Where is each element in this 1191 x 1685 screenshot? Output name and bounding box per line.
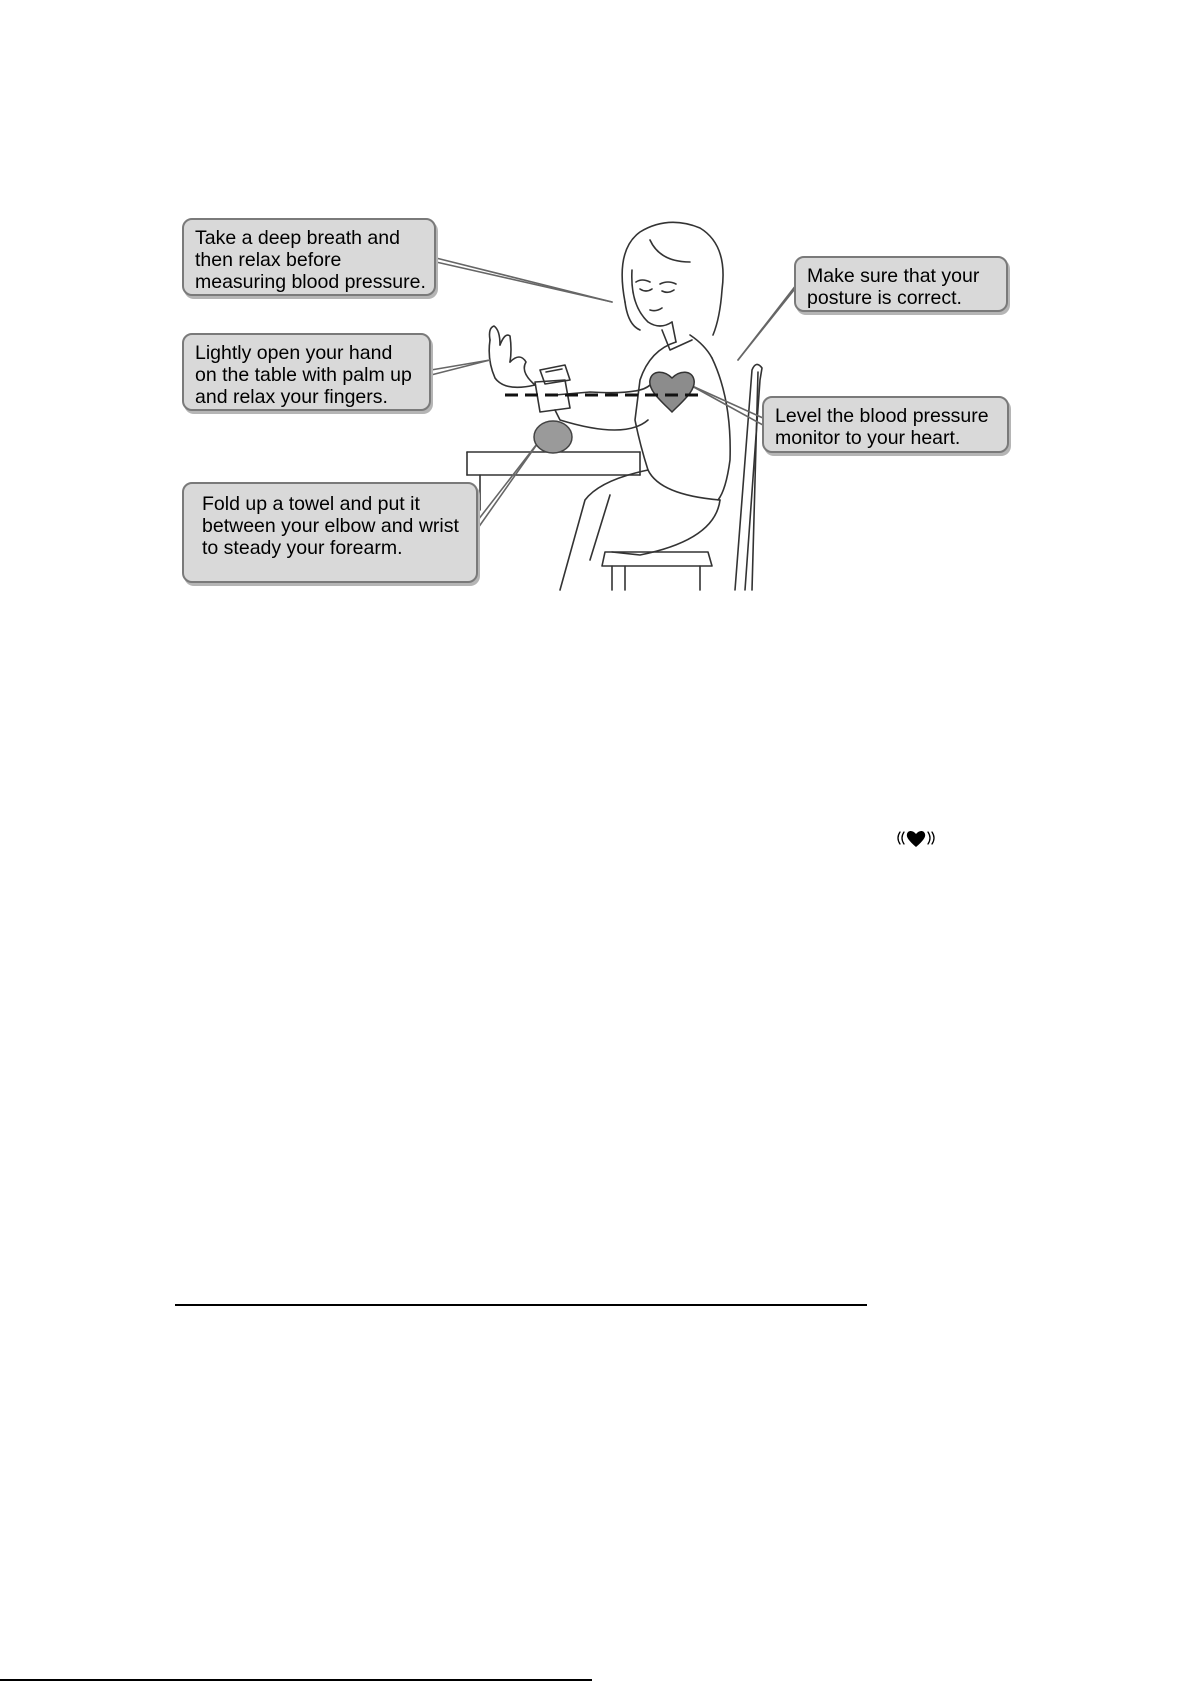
- callout-line: measuring blood pressure.: [195, 271, 426, 293]
- footnote-separator: [175, 1304, 867, 1306]
- callout-line: on the table with palm up: [195, 364, 412, 386]
- callout-deep-breath: [182, 218, 436, 296]
- callout-open-hand: [182, 333, 431, 411]
- callout-level-monitor: [762, 396, 1009, 453]
- callout-line: monitor to your heart.: [775, 427, 961, 449]
- callout-posture: [794, 256, 1008, 312]
- callout-line: posture is correct.: [807, 287, 962, 309]
- callout-line: Fold up a towel and put it: [202, 493, 420, 515]
- page-bottom-rule: [0, 1679, 592, 1681]
- heart-icon: [650, 372, 694, 412]
- callout-line: Make sure that your: [807, 265, 980, 287]
- callout-line: between your elbow and wrist: [202, 515, 459, 537]
- heartbeat-pulse-icon: [894, 826, 938, 850]
- callout-line: to steady your forearm.: [202, 537, 403, 559]
- folded-towel: [534, 421, 572, 453]
- callout-line: and relax your fingers.: [195, 386, 388, 408]
- seated-woman-figure: [489, 222, 730, 590]
- callout-line: then relax before: [195, 249, 342, 271]
- callout-line: Take a deep breath and: [195, 227, 400, 249]
- callout-line: Level the blood pressure: [775, 405, 989, 427]
- callout-line: Lightly open your hand: [195, 342, 393, 364]
- callout-towel: [182, 482, 478, 583]
